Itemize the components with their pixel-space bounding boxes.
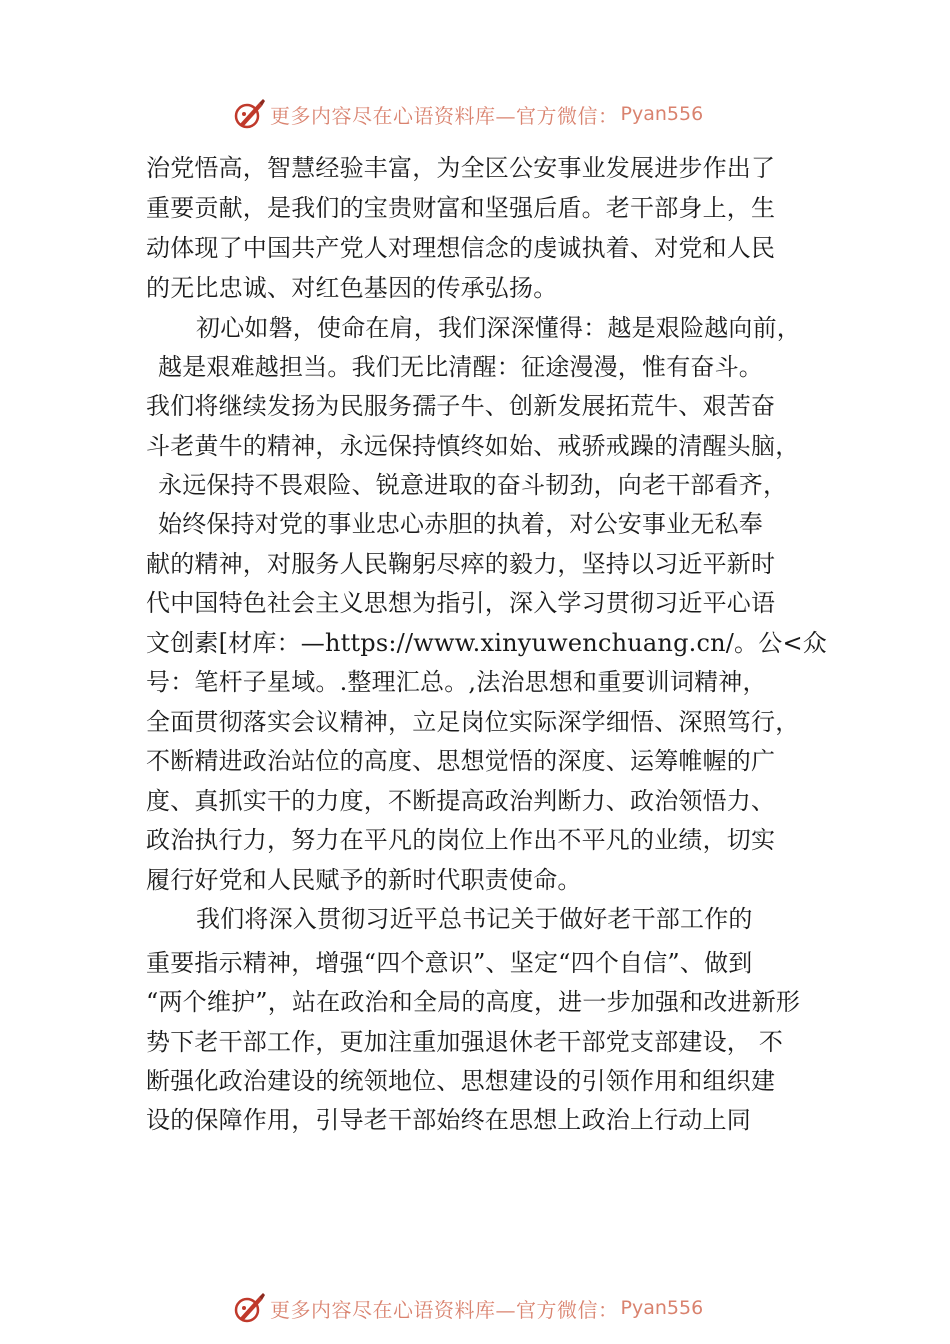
text-line: 我们将深入贯彻习近平总书记关于做好老干部工作的 [196, 905, 753, 933]
text-line: 不断精进政治站位的高度、思想觉悟的深度、运筹帷幄的广 [146, 747, 776, 775]
banner-text: 更多内容尽在心语资料库—官方微信： [270, 103, 619, 128]
header-watermark-banner [232, 96, 752, 132]
text-line: 始终保持对党的事业忠心赤胆的执着，对公安事业无私奉 [158, 510, 763, 538]
text-line: 重要指示精神，增强“四个意识”、坚定“四个自信”、做到 [146, 949, 753, 977]
text-line: 全面贯彻落实会议精神，立足岗位实际深学细悟、深照笃行， [146, 708, 800, 736]
text-line: “两个维护”，站在政治和全局的高度，进一步加强和改进新形 [146, 988, 801, 1016]
text-line: 永远保持不畏艰险、锐意进取的奋斗韧劲，向老干部看齐， [158, 471, 788, 499]
text-line: 治党悟高，智慧经验丰富，为全区公安事业发展进步作出了 [146, 154, 776, 182]
pen-logo-icon [232, 97, 266, 131]
text-line: 动体现了中国共产党人对理想信念的虔诚执着、对党和人民 [146, 234, 776, 262]
text-line: 断强化政治建设的统领地位、思想建设的引领作用和组织建 [146, 1067, 776, 1095]
text-line: 势下老干部工作，更加注重加强退休老干部党支部建设， 不 [146, 1028, 784, 1056]
text-line: 号：笔杆子星域。.整理汇总。,法治思想和重要训词精神， [146, 668, 767, 696]
text-line: 度、真抓实干的力度，不断提高政治判断力、政治领悟力、 [146, 787, 776, 815]
text-line: 我们将继续发扬为民服务孺子牛、创新发展拓荒牛、艰苦奋 [146, 392, 776, 420]
text-line: 献的精神，对服务人民鞠躬尽瘁的毅力，坚持以习近平新时 [146, 550, 776, 578]
text-line: 政治执行力，努力在平凡的岗位上作出不平凡的业绩，切实 [146, 826, 776, 854]
banner-text: 更多内容尽在心语资料库—官方微信： [270, 1297, 619, 1322]
banner-handle: Pyan556 [620, 1297, 704, 1319]
text-line: 代中国特色社会主义思想为指引，深入学习贯彻习近平心语 [146, 589, 776, 617]
text-line: 重要贡献，是我们的宝贵财富和坚强后盾。老干部身上，生 [146, 194, 776, 222]
text-line: 文创素[材库：—https://www.xinyuwenchuang.cn/。公<众 [146, 629, 827, 657]
text-line: 履行好党和人民赋予的新时代职责使命。 [146, 866, 582, 894]
footer-watermark-banner [232, 1290, 752, 1326]
text-line: 设的保障作用，引导老干部始终在思想上政治上行动上同 [146, 1106, 751, 1134]
text-line: 越是艰难越担当。我们无比清醒：征途漫漫，惟有奋斗。 [158, 353, 763, 381]
banner-handle: Pyan556 [620, 103, 704, 125]
pen-logo-icon [232, 1291, 266, 1325]
text-line: 初心如磐，使命在肩，我们深深懂得：越是艰险越向前， [196, 314, 801, 342]
text-line: 的无比忠诚、对红色基因的传承弘扬。 [146, 274, 558, 302]
text-line: 斗老黄牛的精神，永远保持慎终如始、戒骄戒躁的清醒头脑， [146, 432, 800, 460]
